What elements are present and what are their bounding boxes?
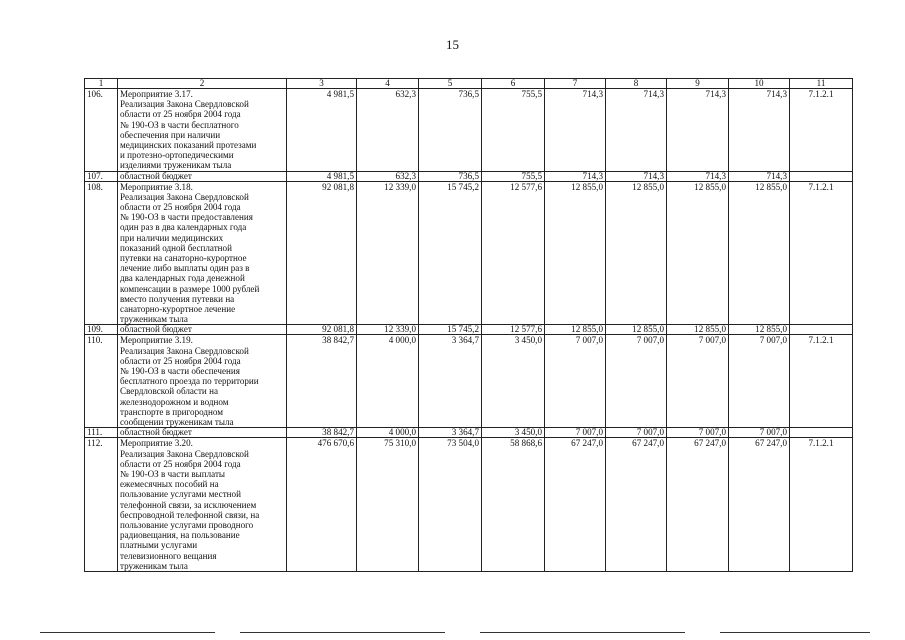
amount-cell: 12 855,0 [545,181,606,325]
table-row [85,325,853,335]
amount-cell: 92 081,8 [287,181,357,325]
description-line: областной бюджет [120,427,192,438]
amount-cell: 75 310,0 [357,438,419,572]
amount-cell: 736,5 [419,171,482,181]
amount-cell: 3 364,7 [419,428,482,438]
amount-cell: 714,3 [729,171,790,181]
amount-cell: 714,3 [606,89,667,172]
amount-cell: 12 855,0 [667,181,729,325]
target-code: 7.1.2.1 [790,438,853,572]
amount-cell: 714,3 [545,171,606,181]
row-description [118,428,287,438]
table-row [85,171,853,181]
description-line: при наличии медицинских [120,232,224,243]
column-number-header: 9 [667,79,729,89]
target-code [790,428,853,438]
description-line: санаторно-курортное лечение [120,304,236,315]
description-line: радиовещания, на пользование [120,530,240,541]
amount-cell: 4 000,0 [357,428,419,438]
amount-cell: 7 007,0 [545,335,606,428]
description-line: Мероприятие 3.17. [120,89,193,99]
page-bottom-rule [240,632,445,633]
amount-cell: 4 000,0 [357,335,419,428]
page-number: 15 [446,37,459,52]
row-number: 110. [85,335,118,428]
column-number-header: 10 [729,79,790,89]
description-line: показаний одной бесплатной [120,242,232,253]
amount-cell: 67 247,0 [667,438,729,572]
description-line: бесплатного проезда по территории [120,376,259,387]
row-description [118,89,287,172]
amount-cell: 714,3 [667,89,729,172]
amount-cell: 12 577,6 [482,325,545,335]
description-line: телевизионного вещания [120,550,217,561]
row-number: 106. [85,89,118,172]
amount-cell: 12 339,0 [357,181,419,325]
amount-cell: 714,3 [606,171,667,181]
amount-cell: 4 981,5 [287,171,357,181]
description-line: № 190-ОЗ в части выплаты [120,468,226,479]
row-description [118,335,287,428]
amount-cell: 7 007,0 [729,428,790,438]
amount-cell: 476 670,6 [287,438,357,572]
description-line: ежемесячных пособий на [120,479,219,490]
row-description [118,438,287,572]
description-line: труженикам тыла [120,560,188,571]
page-bottom-rule [480,632,685,633]
amount-cell: 12 855,0 [606,181,667,325]
row-number: 111. [85,428,118,438]
amount-cell: 736,5 [419,89,482,172]
amount-cell: 15 745,2 [419,181,482,325]
description-line: платными услугами [120,540,198,551]
column-number-header: 7 [545,79,606,89]
amount-cell: 755,5 [482,89,545,172]
table-row [85,181,853,325]
description-line: области от 25 ноября 2004 года [120,109,241,120]
description-line: путевки на санаторно-курортное [120,253,247,264]
description-line: обеспечения при наличии [120,129,221,140]
column-number-header: 2 [118,79,287,89]
description-line: лечение либо выплаты один раз в [120,263,250,274]
amount-cell: 7 007,0 [606,428,667,438]
amount-cell: 73 504,0 [419,438,482,572]
column-number-header: 8 [606,79,667,89]
amount-cell: 12 339,0 [357,325,419,335]
amount-cell: 12 577,6 [482,181,545,325]
description-line: Мероприятие 3.20. [120,438,193,449]
column-number-header: 3 [287,79,357,89]
table-row [85,428,853,438]
amount-cell: 12 855,0 [729,325,790,335]
table-row [85,335,853,428]
amount-cell: 7 007,0 [545,428,606,438]
target-code: 7.1.2.1 [790,89,853,172]
description-line: области от 25 ноября 2004 года [120,202,241,213]
description-line: железнодорожном и водном [120,396,229,407]
description-line: вместо получения путевки на [120,293,235,304]
description-line: Реализация Закона Свердловской [120,345,249,356]
description-line: компенсации в размере 1000 рублей [120,283,260,294]
row-description [118,325,287,335]
row-description [118,171,287,181]
amount-cell: 15 745,2 [419,325,482,335]
page-bottom-rule [720,632,870,633]
column-number-header: 4 [357,79,419,89]
description-line: области от 25 ноября 2004 года [120,458,241,469]
page-bottom-rule [40,632,215,633]
description-line: сообщении труженикам тыла [120,417,234,428]
target-code [790,325,853,335]
column-number-row [85,79,853,89]
amount-cell: 12 855,0 [667,325,729,335]
amount-cell: 67 247,0 [545,438,606,572]
amount-cell: 7 007,0 [667,428,729,438]
description-line: областной бюджет [120,324,192,335]
amount-cell: 38 842,7 [287,335,357,428]
description-line: труженикам тыла [120,314,188,325]
description-line: Реализация Закона Свердловской [120,191,249,202]
description-line: и протезно-ортопедическими [120,150,234,161]
description-line: пользование услугами местной [120,489,241,500]
amount-cell: 3 450,0 [482,428,545,438]
row-number: 109. [85,325,118,335]
amount-cell: 58 868,6 [482,438,545,572]
column-number-header: 5 [419,79,482,89]
description-line: телефонной связи, за исключением [120,499,257,510]
description-line: № 190-ОЗ в части обеспечения [120,366,240,377]
description-line: пользование услугами проводного [120,519,254,530]
amount-cell: 714,3 [545,89,606,172]
description-line: транспорте в пригородном [120,406,224,417]
amount-cell: 92 081,8 [287,325,357,335]
amount-cell: 632,3 [357,171,419,181]
amount-cell: 7 007,0 [729,335,790,428]
description-line: два календарных года денежной [120,273,245,284]
row-number: 112. [85,438,118,572]
row-number: 107. [85,171,118,181]
description-line: области от 25 ноября 2004 года [120,355,241,366]
description-line: Свердловской области на [120,386,218,397]
description-line: Реализация Закона Свердловской [120,99,249,110]
description-line: № 190-ОЗ в части предоставления [120,212,253,223]
row-description [118,181,287,325]
amount-cell: 12 855,0 [606,325,667,335]
column-number-header: 6 [482,79,545,89]
amount-cell: 7 007,0 [667,335,729,428]
table-row [85,89,853,172]
description-line: медицинских показаний протезами [120,140,257,151]
amount-cell: 755,5 [482,171,545,181]
description-line: Мероприятие 3.18. [120,181,193,192]
amount-cell: 632,3 [357,89,419,172]
amount-cell: 67 247,0 [729,438,790,572]
target-code: 7.1.2.1 [790,335,853,428]
description-line: беспроводной телефонной связи, на [120,509,260,520]
description-line: изделиями труженикам тыла [120,160,232,171]
amount-cell: 38 842,7 [287,428,357,438]
description-line: один раз в два календарных года [120,222,247,233]
column-number-header: 11 [790,79,853,89]
amount-cell: 714,3 [729,89,790,172]
target-code [790,171,853,181]
row-number: 108. [85,181,118,325]
description-line: Мероприятие 3.19. [120,335,193,346]
amount-cell: 67 247,0 [606,438,667,572]
column-number-header: 1 [85,79,118,89]
amount-cell: 12 855,0 [729,181,790,325]
target-code: 7.1.2.1 [790,181,853,325]
budget-table [84,78,853,572]
description-line: областной бюджет [120,171,192,181]
amount-cell: 12 855,0 [545,325,606,335]
description-line: № 190-ОЗ в части бесплатного [120,119,239,130]
description-line: Реализация Закона Свердловской [120,448,249,459]
amount-cell: 3 364,7 [419,335,482,428]
amount-cell: 7 007,0 [606,335,667,428]
table-row [85,438,853,572]
amount-cell: 714,3 [667,171,729,181]
amount-cell: 4 981,5 [287,89,357,172]
amount-cell: 3 450,0 [482,335,545,428]
